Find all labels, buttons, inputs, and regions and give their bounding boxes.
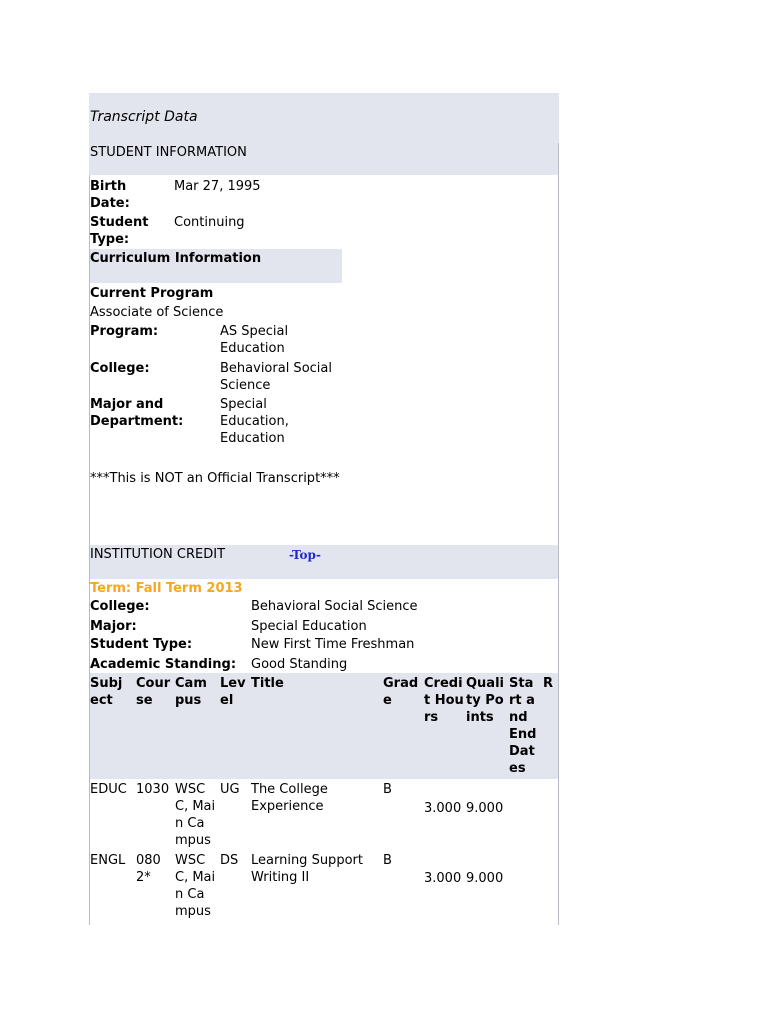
inst-major-label: Major: bbox=[90, 619, 137, 634]
student-info-heading: STUDENT INFORMATION bbox=[90, 145, 247, 160]
row1-grade: B bbox=[383, 782, 392, 797]
page-title: Transcript Data bbox=[90, 109, 198, 125]
unofficial-notice: ***This is NOT an Official Transcript*** bbox=[90, 471, 340, 486]
row1-campus: WSCC, Main Campus bbox=[175, 782, 216, 848]
term-label: Term: Fall Term 2013 bbox=[90, 581, 243, 596]
inst-student-type-label: Student Type: bbox=[90, 637, 193, 652]
col-start-end-header: Start and End Dates bbox=[509, 676, 537, 776]
program-value: AS Special Education bbox=[220, 324, 289, 356]
row1-credit-hours: 3.000 bbox=[424, 801, 462, 816]
birth-date-label: Birth Date: bbox=[90, 179, 130, 211]
col-r-header: R bbox=[543, 676, 554, 691]
col-credit-hours-header: Credit Hours bbox=[424, 676, 464, 725]
col-title-header: Title bbox=[251, 676, 284, 691]
academic-standing-value: Good Standing bbox=[251, 657, 348, 672]
college-value: Behavioral Social Science bbox=[220, 361, 332, 393]
row2-level: DS bbox=[220, 853, 239, 868]
curriculum-heading: Curriculum Information bbox=[90, 251, 262, 266]
col-quality-points-header: Quality Points bbox=[466, 676, 504, 725]
college-label: College: bbox=[90, 361, 150, 376]
row1-subject: EDUC bbox=[90, 782, 127, 797]
row1-course: 1030 bbox=[136, 782, 170, 797]
col-subject-header: Subject bbox=[90, 676, 123, 708]
program-label: Program: bbox=[90, 324, 159, 339]
top-link[interactable]: -Top- bbox=[289, 548, 321, 562]
row2-subject: ENGL bbox=[90, 853, 126, 868]
major-value: Special Education, Education bbox=[220, 397, 289, 446]
row1-level: UG bbox=[220, 782, 240, 797]
current-program-label: Current Program bbox=[90, 286, 214, 301]
major-label: Major and Department: bbox=[90, 397, 184, 429]
row2-quality-points: 9.000 bbox=[466, 871, 504, 886]
col-course-header: Course bbox=[136, 676, 171, 708]
right-border bbox=[558, 143, 559, 925]
institution-heading: INSTITUTION CREDIT bbox=[90, 547, 226, 562]
inst-major-value: Special Education bbox=[251, 619, 367, 634]
academic-standing-label: Academic Standing: bbox=[90, 657, 237, 672]
student-type-label: Student Type: bbox=[90, 215, 149, 247]
row1-quality-points: 9.000 bbox=[466, 801, 504, 816]
degree-value: Associate of Science bbox=[90, 305, 224, 320]
row2-course: 0802* bbox=[136, 853, 161, 885]
col-level-header: Level bbox=[220, 676, 246, 708]
inst-student-type-value: New First Time Freshman bbox=[251, 637, 415, 652]
inst-college-label: College: bbox=[90, 599, 150, 614]
row2-title: Learning Support Writing II bbox=[251, 853, 363, 885]
title-band bbox=[89, 93, 559, 175]
row2-credit-hours: 3.000 bbox=[424, 871, 462, 886]
student-type-value: Continuing bbox=[174, 215, 245, 230]
col-grade-header: Grade bbox=[383, 676, 419, 708]
row2-grade: B bbox=[383, 853, 392, 868]
inst-college-value: Behavioral Social Science bbox=[251, 599, 418, 614]
col-campus-header: Campus bbox=[175, 676, 207, 708]
birth-date-value: Mar 27, 1995 bbox=[174, 179, 261, 194]
row2-campus: WSCC, Main Campus bbox=[175, 853, 216, 919]
row1-title: The College Experience bbox=[251, 782, 328, 814]
